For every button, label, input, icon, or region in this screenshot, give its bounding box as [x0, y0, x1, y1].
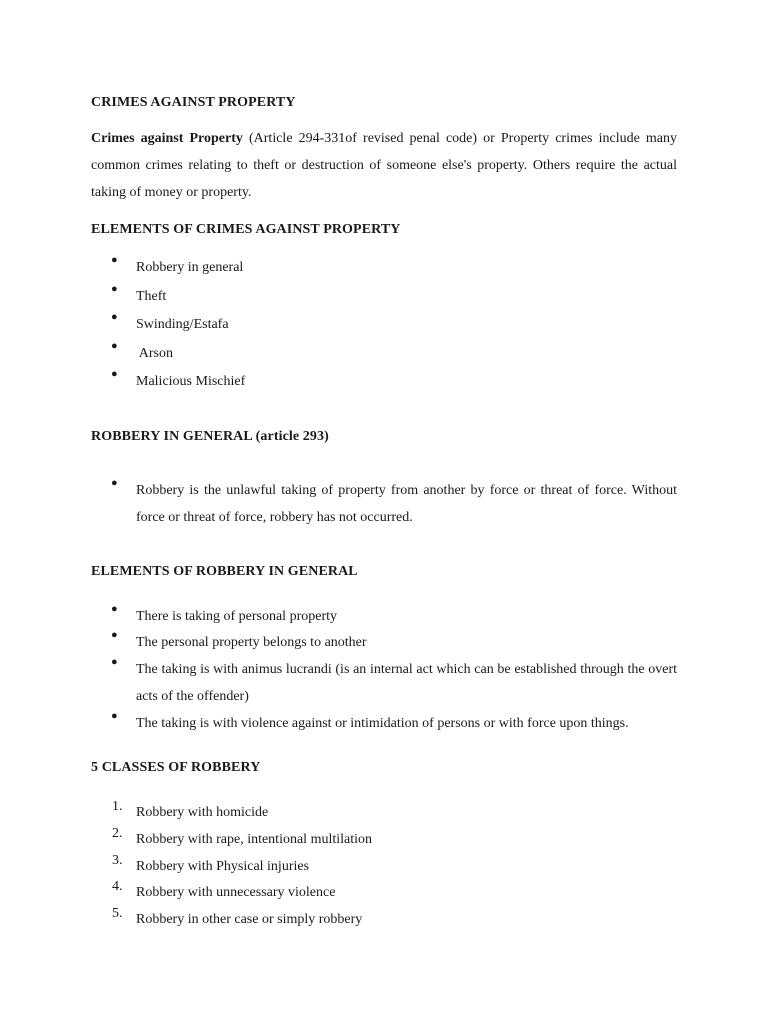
bullet-icon: ●: [111, 340, 118, 352]
bullet-icon: ●: [111, 656, 118, 668]
intro-lead: Crimes against Property: [91, 131, 243, 146]
document-title: CRIMES AGAINST PROPERTY: [91, 95, 296, 110]
list-item: 5. Robbery in other case or simply robbery: [112, 906, 363, 927]
list-number: 3.: [112, 853, 123, 868]
list-item: 3. Robbery with Physical injuries: [112, 853, 310, 874]
list-item: ● The taking is with violence against or intimidation of persons or with force upon things.: [111, 710, 629, 731]
list-item: ● The personal property belongs to another: [111, 629, 367, 650]
robbery-elements-heading: ELEMENTS OF ROBBERY IN GENERAL: [91, 564, 358, 579]
list-item: ● There is taking of personal property: [111, 603, 337, 624]
bullet-icon: ●: [111, 477, 118, 489]
intro-paragraph: [91, 125, 677, 206]
list-item: ● Robbery is the unlawful taking of property from another by force or threat of force. Without force or threat of force, robbery has not occurred.: [111, 477, 677, 525]
bullet-icon: ●: [111, 710, 118, 722]
bullet-icon: ●: [111, 368, 118, 380]
classes-heading: 5 CLASSES OF ROBBERY: [91, 760, 261, 775]
list-number: 1.: [112, 799, 123, 814]
list-number: 5.: [112, 906, 123, 921]
list-item: ● The taking is with animus lucrandi (is an internal act which can be established through the overt acts of the offender): [111, 656, 677, 704]
list-number: 2.: [112, 826, 123, 841]
list-item: 2. Robbery with rape, intentional multilation: [112, 826, 373, 847]
list-item: ● Theft: [111, 283, 167, 304]
list-item: 4. Robbery with unnecessary violence: [112, 879, 336, 900]
bullet-icon: ●: [111, 629, 118, 641]
bullet-icon: ●: [111, 283, 118, 295]
list-number: 4.: [112, 879, 123, 894]
list-item: ● Swinding/Estafa: [111, 311, 229, 332]
list-item: ● Arson: [111, 340, 173, 361]
elements-heading: ELEMENTS OF CRIMES AGAINST PROPERTY: [91, 222, 401, 237]
list-item: ● Malicious Mischief: [111, 368, 246, 389]
intro-text: (Article 294-331of revised penal code) or Property crimes include many common crimes relating to theft or destruction of someone else's property. Others require the actual taking of money or property.: [91, 131, 677, 200]
bullet-icon: ●: [111, 254, 118, 266]
bullet-icon: ●: [111, 311, 118, 323]
robbery-heading: ROBBERY IN GENERAL (article 293): [91, 429, 329, 444]
bullet-icon: ●: [111, 603, 118, 615]
list-item: ● Robbery in general: [111, 254, 244, 275]
list-item: 1. Robbery with homicide: [112, 799, 269, 820]
